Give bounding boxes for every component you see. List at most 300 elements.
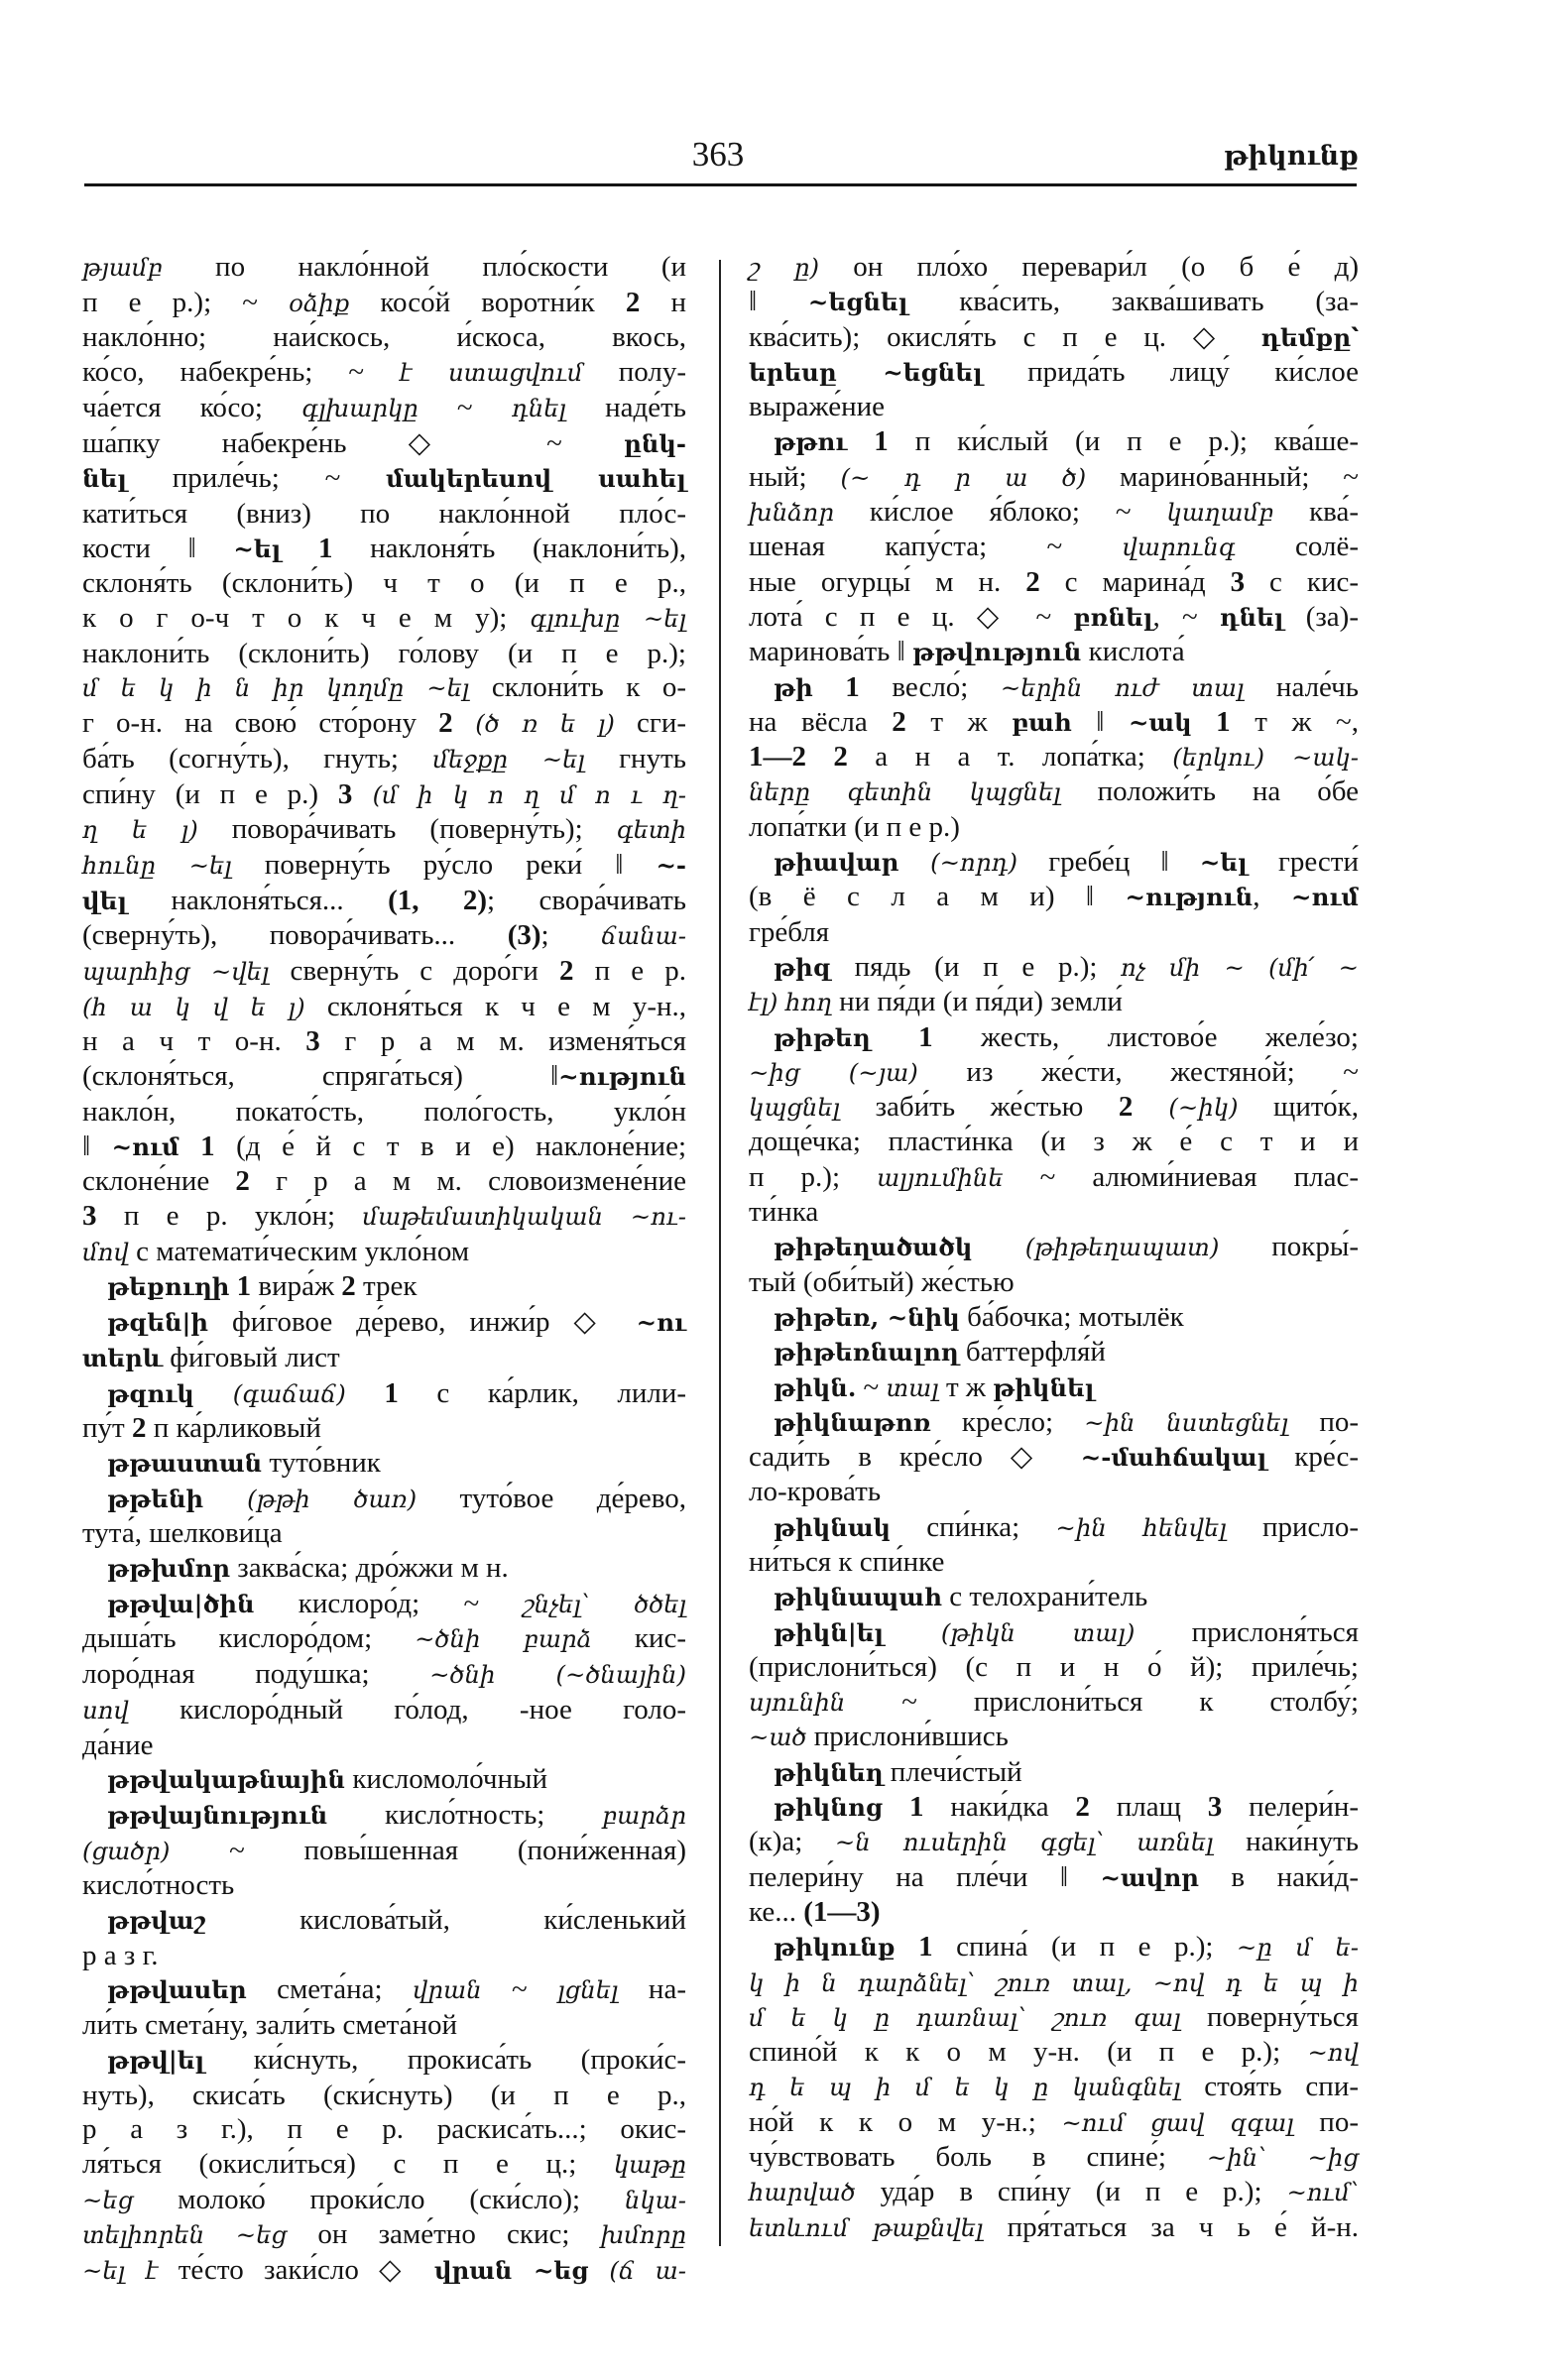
russian-text: солё- xyxy=(1235,531,1360,563)
russian-text: ква́сить); окисля́ть с п е ц. ◇ xyxy=(749,320,1261,353)
sense-number: 1 xyxy=(229,1270,252,1303)
dictionary-line xyxy=(82,497,686,532)
sense-number: 3 xyxy=(1207,1791,1223,1824)
armenian-example: կ ի ն դարձնել՝ շուռ տալ, ~ով դ ե պ ի xyxy=(749,1967,1359,1997)
russian-text: уда́р в спи́ну (и п е р.); xyxy=(855,2176,1287,2208)
russian-text: прида́ть лицу́ ки́слое xyxy=(982,355,1359,388)
sense-number: 1 xyxy=(812,670,860,703)
russian-text: наки́дка xyxy=(923,1791,1076,1824)
dictionary-line xyxy=(82,601,686,637)
russian-text: (прислони́ться) (с п и н о́ й); приле́чь; xyxy=(749,1650,1359,1683)
russian-text: с марина́д xyxy=(1039,565,1231,598)
dictionary-line xyxy=(82,812,686,848)
armenian-term: տերև xyxy=(82,1343,164,1372)
russian-text: ни́ться к спи́нке xyxy=(749,1545,945,1578)
armenian-example: ~ած xyxy=(749,1723,807,1752)
dictionary-line xyxy=(749,1685,1359,1720)
armenian-term: ~-մահճակալ xyxy=(1080,1443,1267,1473)
dictionary-line xyxy=(749,1895,1359,1930)
russian-text: с ка́рлик, лили- xyxy=(398,1376,687,1409)
russian-text: склоня́ться к ч е м у-н., xyxy=(304,990,686,1022)
russian-text: поверну́ть ру́сло реки́ ‖ xyxy=(231,848,657,881)
russian-text: ша́пку набекре́нь ◇ ~ xyxy=(82,426,624,459)
armenian-example: (թիթեղապատ) xyxy=(972,1233,1220,1262)
russian-text: по накло́нной пло́скости (и xyxy=(162,251,686,283)
armenian-example: կաթը xyxy=(613,2149,686,2179)
russian-text: марино́ванный; ~ xyxy=(1086,460,1359,493)
headword: թիկունք xyxy=(774,1933,896,1963)
russian-text: шеная капу́ста; ~ xyxy=(749,531,1123,563)
armenian-example: ները գետին կպցնել xyxy=(749,777,1061,807)
dictionary-line xyxy=(749,1125,1359,1159)
armenian-example: ~ից (~յա) xyxy=(749,1057,918,1087)
armenian-term: բահ xyxy=(1012,707,1072,737)
column-divider xyxy=(719,260,721,2246)
russian-text: сги- xyxy=(614,707,686,740)
dictionary-line xyxy=(749,1650,1359,1685)
russian-text: ли́ть смета́ну, зали́ть смета́ной xyxy=(82,2009,458,2042)
dictionary-line xyxy=(82,461,686,497)
right-column xyxy=(749,250,1359,2245)
sense-number: 2 xyxy=(559,955,574,988)
armenian-example: ղ ե լ) xyxy=(82,815,198,845)
dictionary-line xyxy=(82,2112,686,2147)
headword: թթենի xyxy=(107,1484,204,1513)
armenian-example: հարված xyxy=(749,2178,856,2207)
russian-text: ~ xyxy=(418,391,512,423)
russian-text: п ка́рликовый xyxy=(146,1412,321,1445)
armenian-example: օձիք xyxy=(289,288,350,317)
armenian-example: շնչել՝ ծծել xyxy=(523,1589,687,1618)
sense-number: 2 xyxy=(625,286,641,318)
dictionary-line xyxy=(82,1095,686,1130)
entry-first-line xyxy=(82,1482,686,1517)
dictionary-line xyxy=(749,1860,1359,1895)
russian-text: но́й к к о м у-н.; xyxy=(749,2105,1062,2138)
entry-first-line xyxy=(82,1798,686,1834)
russian-text: р а з г.), п е р. раскиса́ть...; окис- xyxy=(82,2113,686,2146)
russian-text: трек xyxy=(355,1270,418,1303)
entry-first-line xyxy=(749,1405,1359,1440)
russian-text: (склоня́ться, спряга́ться) ‖ xyxy=(82,1060,559,1093)
russian-text: щито́к, xyxy=(1238,1091,1360,1124)
dictionary-line xyxy=(749,1160,1359,1195)
dictionary-line xyxy=(82,1411,686,1446)
dictionary-line xyxy=(749,1090,1359,1125)
russian-text: ква́- xyxy=(1273,496,1359,529)
russian-text: кислоро́дный го́лод, -ное голо- xyxy=(128,1693,686,1726)
russian-text: ке... xyxy=(749,1895,804,1928)
page-number: 363 xyxy=(691,135,745,174)
russian-text: на вёсла xyxy=(749,705,893,738)
dictionary-line xyxy=(82,2217,686,2253)
russian-text: лопа́тки (и п е р.) xyxy=(749,810,960,843)
armenian-term: ~ում xyxy=(1290,883,1360,912)
headword: թիկնակ xyxy=(774,1512,892,1542)
entry-first-line xyxy=(749,670,1359,705)
dictionary-line xyxy=(82,1235,686,1270)
armenian-example: ճանա- xyxy=(601,921,686,951)
armenian-example: կպցնել xyxy=(749,1093,841,1123)
russian-text: с кис- xyxy=(1245,565,1359,598)
dictionary-line xyxy=(749,600,1359,635)
russian-text: кис- xyxy=(591,1622,686,1655)
armenian-term: ~եցնել xyxy=(807,288,908,317)
dictionary-line xyxy=(82,918,686,954)
sense-number: 2 xyxy=(438,707,453,740)
sense-number: 1 xyxy=(895,1931,933,1964)
russian-text: присло- xyxy=(1226,1510,1360,1543)
entry-first-line xyxy=(82,1446,686,1482)
headword: թիկն. xyxy=(774,1372,857,1402)
armenian-example: դնել xyxy=(511,393,566,422)
dictionary-line xyxy=(82,1939,686,1973)
armenian-example: ալյումինե xyxy=(877,1162,1004,1192)
dictionary-line xyxy=(749,774,1359,809)
sense-number: 1 xyxy=(281,532,333,564)
armenian-example: տելիորեն ~եց xyxy=(82,2220,288,2250)
armenian-example: (երկու) ~ակ- xyxy=(1172,743,1359,773)
russian-text: положи́ть на о́бе xyxy=(1060,775,1359,808)
russian-text: ~ прислони́ться к столбу́; xyxy=(845,1686,1359,1719)
headword: թթվայնություն xyxy=(107,1800,328,1830)
russian-text: наклоня́ть (наклони́ть), xyxy=(332,532,687,564)
dictionary-line xyxy=(82,954,686,990)
armenian-term: վել xyxy=(82,886,128,915)
russian-text: наки́нуть xyxy=(1213,1826,1359,1858)
dictionary-line xyxy=(749,810,1359,845)
dictionary-line xyxy=(82,637,686,671)
headword: թիթեղ xyxy=(774,1022,871,1052)
armenian-example: ետևում թաքնվել xyxy=(749,2212,984,2242)
russian-text: нуть), скиса́ть (ски́снуть) (и п е р., xyxy=(82,2079,686,2111)
headword: թթվ|ել xyxy=(107,2045,205,2075)
armenian-example: ~ծնի բարձ xyxy=(415,1624,592,1654)
dictionary-line xyxy=(749,2140,1359,2175)
russian-text: ква́сить, заква́шивать (за- xyxy=(907,286,1359,318)
russian-text: по- xyxy=(1288,1405,1359,1438)
armenian-example: (թթի ծառ) xyxy=(203,1484,418,1513)
armenian-example: մով xyxy=(82,1237,129,1266)
russian-text: фи́говый лист xyxy=(163,1341,340,1373)
russian-text: наде́ть xyxy=(565,391,686,423)
entry-first-line xyxy=(82,1269,686,1305)
russian-text: кисломоло́чный xyxy=(345,1763,548,1796)
dictionary-line xyxy=(82,1657,686,1693)
sense-number: 3 xyxy=(305,1025,320,1058)
russian-text: доще́чка; пласти́нка (и з ж е́ с т и и xyxy=(749,1126,1359,1158)
armenian-term: մակերեսով սահել xyxy=(386,464,686,494)
dictionary-line xyxy=(82,1693,686,1728)
armenian-example: (թիկն տալ) xyxy=(884,1617,1136,1647)
entry-first-line xyxy=(749,1020,1359,1055)
russian-text: полу- xyxy=(582,356,686,389)
dictionary-line xyxy=(749,2000,1359,2035)
russian-text: ; xyxy=(540,919,602,952)
armenian-term: թթվություն xyxy=(912,638,1082,667)
russian-text: т ж xyxy=(938,1370,994,1403)
russian-text: п ки́слый (и п е р.); ква́ше- xyxy=(888,425,1360,458)
russian-text: г р а м м. изменя́ться xyxy=(319,1025,686,1058)
russian-text: ба́бочка; мотылёк xyxy=(959,1300,1184,1333)
dictionary-line xyxy=(749,250,1359,285)
russian-text: кислова́тый, ки́сленький xyxy=(205,1904,686,1937)
armenian-example: ~ով xyxy=(1307,2038,1359,2068)
russian-text: в наки́д- xyxy=(1198,1860,1359,1893)
sense-number: 2 xyxy=(235,1165,250,1198)
russian-text: ло-крова́ть xyxy=(749,1476,882,1508)
armenian-example: (~ դ ր ա ծ) xyxy=(840,462,1087,492)
armenian-example: (~իկ) xyxy=(1133,1093,1239,1123)
russian-text: плечи́стый xyxy=(883,1755,1022,1788)
headword: թզուկ xyxy=(107,1378,194,1408)
russian-text: молоко́ проки́сло (ски́сло); xyxy=(133,2183,625,2215)
headword: թիզ xyxy=(774,952,831,982)
russian-text: ки́снуть, прокиса́ть (проки́с- xyxy=(204,2043,686,2076)
entry-first-line xyxy=(749,845,1359,880)
dictionary-line xyxy=(82,670,686,706)
sense-number: 2 xyxy=(1118,1091,1134,1124)
dictionary-line xyxy=(82,1024,686,1059)
russian-text: косо́й воротни́к xyxy=(349,286,626,318)
russian-text: с математи́ческим укло́ном xyxy=(128,1235,470,1267)
russian-text: спи́нка; xyxy=(891,1510,1056,1543)
russian-text: маринова́ть ‖ xyxy=(749,636,913,668)
russian-text: ко́со, набекре́нь; ~ xyxy=(82,356,401,389)
russian-text: он заме́тно скис; xyxy=(287,2218,601,2251)
russian-text: пу́т xyxy=(82,1412,132,1445)
russian-text: спи́ну (и п е р.) xyxy=(82,777,338,810)
armenian-example: ~ին նստեցնել xyxy=(1084,1407,1289,1437)
russian-text: пря́таться за ч ь е́ й-н. xyxy=(983,2210,1359,2243)
armenian-example: հունը ~ել xyxy=(82,850,232,880)
headword: թթվասեր xyxy=(107,1975,247,2005)
entry-first-line xyxy=(749,950,1359,985)
sense-number: (3) xyxy=(507,919,541,952)
dictionary-line xyxy=(82,2008,686,2043)
dictionary-line xyxy=(82,2183,686,2218)
russian-text: спина́ (и п е р.); xyxy=(932,1931,1237,1964)
russian-text: ный; xyxy=(749,460,841,493)
armenian-example: է ստացվում xyxy=(400,358,583,388)
dictionary-line xyxy=(749,320,1359,355)
dictionary-line xyxy=(82,286,686,321)
entry-first-line xyxy=(82,1972,686,2008)
russian-text: ные огурцы́ м н. xyxy=(749,565,1026,598)
russian-text: чу́вствовать боль в спине́; xyxy=(749,2141,1207,2174)
armenian-example: լցնել xyxy=(557,1975,619,2005)
entry-first-line xyxy=(749,1510,1359,1545)
dictionary-line xyxy=(749,985,1359,1019)
headword: թթվակաթնային xyxy=(107,1765,346,1795)
armenian-example: (ճ ա- xyxy=(588,2256,686,2286)
russian-text: склони́ть к о- xyxy=(469,671,686,704)
dictionary-line xyxy=(749,1265,1359,1300)
russian-text: прислони́вшись xyxy=(806,1721,1009,1753)
dictionary-line xyxy=(749,2070,1359,2104)
headword: թիկնեղ xyxy=(774,1757,884,1787)
russian-text: заква́ска; дро́жжи м н. xyxy=(230,1552,509,1585)
russian-text: склоня́ть (склони́ть) ч т о (и п е р., xyxy=(82,567,686,600)
russian-text: кислота́ xyxy=(1081,636,1185,668)
entry-first-line xyxy=(749,1755,1359,1790)
dictionary-line xyxy=(749,1825,1359,1859)
russian-text: тый (оби́тый) же́стью xyxy=(749,1265,1015,1298)
russian-text: пелери́ну на пле́чи ‖ xyxy=(749,1860,1101,1893)
armenian-example: (ցածր) xyxy=(82,1836,171,1865)
russian-text: весло́; xyxy=(859,670,1001,703)
russian-text: ля́ться (окисли́ться) с п е ц.; xyxy=(82,2147,614,2180)
armenian-term: նել xyxy=(82,464,127,494)
entry-first-line xyxy=(82,1305,686,1341)
entry-first-line xyxy=(749,424,1359,459)
dictionary-line xyxy=(82,1164,686,1199)
armenian-example: կաղամբ xyxy=(1166,498,1274,528)
dictionary-line xyxy=(749,1720,1359,1754)
russian-text: к о г о-ч т о к ч е м у); xyxy=(82,602,531,635)
russian-text: тута́, шелкови́ца xyxy=(82,1517,283,1550)
russian-text: туто́вник xyxy=(262,1446,381,1479)
entry-first-line xyxy=(82,1376,686,1412)
russian-text: вира́ж xyxy=(251,1270,342,1303)
headword: թզեն|ի xyxy=(107,1308,208,1338)
dictionary-line xyxy=(749,880,1359,914)
sense-number: 2 xyxy=(892,705,906,738)
armenian-example: գլխարկը xyxy=(301,393,419,422)
dictionary-line xyxy=(749,285,1359,319)
dictionary-line xyxy=(749,355,1359,390)
sense-number: 1 xyxy=(1191,705,1231,738)
russian-text: ~ алюми́ниевая плас- xyxy=(1003,1160,1360,1193)
dictionary-line xyxy=(82,1621,686,1657)
russian-text: р а з г. xyxy=(82,1939,159,1971)
headword: թիթեղածածկ xyxy=(774,1233,973,1262)
armenian-term: ~ել xyxy=(1199,848,1248,878)
russian-text: нале́чь xyxy=(1244,670,1359,703)
dictionary-line xyxy=(82,320,686,355)
russian-text: ~ xyxy=(856,1370,887,1403)
russian-text: наклоня́ться... xyxy=(127,884,389,916)
dictionary-line xyxy=(82,1868,686,1903)
russian-text: поверну́ться xyxy=(1180,2000,1359,2033)
russian-text: из же́сти, жестяно́й; ~ xyxy=(917,1055,1359,1088)
headword: թիթեռնալող xyxy=(774,1338,959,1368)
dictionary-line xyxy=(82,355,686,391)
dictionary-line xyxy=(82,2079,686,2113)
entry-first-line xyxy=(749,1230,1359,1264)
dictionary-line xyxy=(82,250,686,286)
headword: թի xyxy=(774,672,813,702)
russian-text: (за)- xyxy=(1283,600,1359,633)
russian-text: выраже́ние xyxy=(749,391,885,423)
armenian-example: (~որդ) xyxy=(898,848,1017,878)
armenian-example: տալ xyxy=(886,1372,939,1402)
armenian-term: երեսը ~եցնել xyxy=(749,357,983,387)
dictionary-line xyxy=(82,777,686,813)
dictionary-line xyxy=(82,742,686,777)
dictionary-line xyxy=(749,2210,1359,2245)
russian-text: ‖ xyxy=(749,286,808,318)
armenian-term: ~ավոր xyxy=(1100,1862,1199,1892)
russian-text: ни пя́ди (и пя́ди) земли́ xyxy=(831,986,1123,1018)
dictionary-line xyxy=(82,2147,686,2183)
sense-number: (1, 2) xyxy=(388,884,488,916)
dictionary-line xyxy=(749,2105,1359,2140)
armenian-term: ~ություն xyxy=(1125,883,1254,912)
russian-text: п е р. укло́н; xyxy=(96,1199,363,1232)
russian-text: гнуть xyxy=(584,742,686,774)
headword: թիկնապահ xyxy=(774,1583,942,1612)
russian-text: (д е́ й с т в и е) наклоне́ние; xyxy=(214,1130,686,1162)
armenian-example: էլ) հող xyxy=(749,988,832,1017)
dictionary-line xyxy=(749,915,1359,950)
armenian-example: գետի xyxy=(616,815,686,845)
entry-first-line xyxy=(749,1300,1359,1335)
entry-first-line xyxy=(749,1930,1359,1964)
armenian-term: ~ություն xyxy=(558,1062,686,1092)
armenian-example: ~ին հենվել xyxy=(1055,1512,1227,1542)
dictionary-line xyxy=(82,1059,686,1095)
dictionary-line xyxy=(82,2253,686,2289)
russian-text: ки́слое я́блоко; ~ xyxy=(834,496,1167,529)
dictionary-line xyxy=(82,1516,686,1551)
armenian-example: դ ե պ ի մ ե կ ը կանգնել xyxy=(749,2073,1181,2102)
dictionary-line xyxy=(82,884,686,919)
russian-text: ~ повы́шенная (пони́женная) xyxy=(170,1834,686,1866)
headword: թթվա|ծին xyxy=(107,1589,255,1618)
dictionary-line xyxy=(749,495,1359,530)
russian-text: сади́ть в кре́сло ◇ xyxy=(749,1441,1081,1474)
entry-first-line xyxy=(749,1580,1359,1614)
entry-first-line xyxy=(82,1551,686,1587)
armenian-example: ~ն ուսերին գցել՝ առնել xyxy=(834,1828,1214,1857)
russian-text: ‖ xyxy=(82,1130,112,1162)
russian-text: фи́говое де́рево, инжи́р ◇ xyxy=(207,1306,637,1339)
russian-text: он пло́хо перевари́л (о б е́ д) xyxy=(818,251,1359,283)
armenian-example: խնձոր xyxy=(749,498,835,528)
russian-text: пядь (и п е р.); xyxy=(830,950,1122,983)
sense-number: 2 xyxy=(131,1412,147,1445)
russian-text: п е р.); ~ xyxy=(82,286,290,318)
dictionary-line xyxy=(82,1199,686,1235)
armenian-example: թյամբ xyxy=(82,253,163,282)
russian-text: кости ‖ xyxy=(82,532,234,564)
russian-text: накло́н, покато́сть, поло́гость, укло́н xyxy=(82,1095,686,1128)
sense-number: 3 xyxy=(337,777,353,810)
russian-text: кре́сло; xyxy=(930,1405,1085,1438)
russian-text: кисло́тность xyxy=(82,1869,235,1902)
armenian-term: դնել xyxy=(1219,602,1284,632)
armenian-term: ~ու xyxy=(636,1308,686,1338)
russian-text: на- xyxy=(618,1973,686,2006)
russian-text: гребе́ц ‖ xyxy=(1017,846,1200,879)
headword: թիթեռ, ~նիկ xyxy=(774,1302,960,1332)
russian-text: плащ xyxy=(1089,1791,1208,1824)
armenian-term: թիկնել xyxy=(993,1372,1095,1402)
russian-text: н xyxy=(640,286,686,318)
russian-text: сверну́ть с доро́ги xyxy=(269,955,560,988)
russian-text: стоя́ть спи- xyxy=(1180,2071,1359,2103)
russian-text: , xyxy=(1253,881,1291,913)
armenian-example: (մ ի կ ո ղ մ ո ւ ղ- xyxy=(352,779,687,809)
russian-text: т ж ~, xyxy=(1230,705,1359,738)
armenian-example: պարհից ~վել xyxy=(82,957,270,987)
armenian-example: խմորը xyxy=(600,2220,686,2250)
armenian-example: ~ում՝ xyxy=(1286,2178,1359,2207)
dictionary-line xyxy=(82,566,686,601)
russian-text: ча́ется ко́со; xyxy=(82,391,302,423)
headword: թթաստան xyxy=(107,1448,263,1478)
